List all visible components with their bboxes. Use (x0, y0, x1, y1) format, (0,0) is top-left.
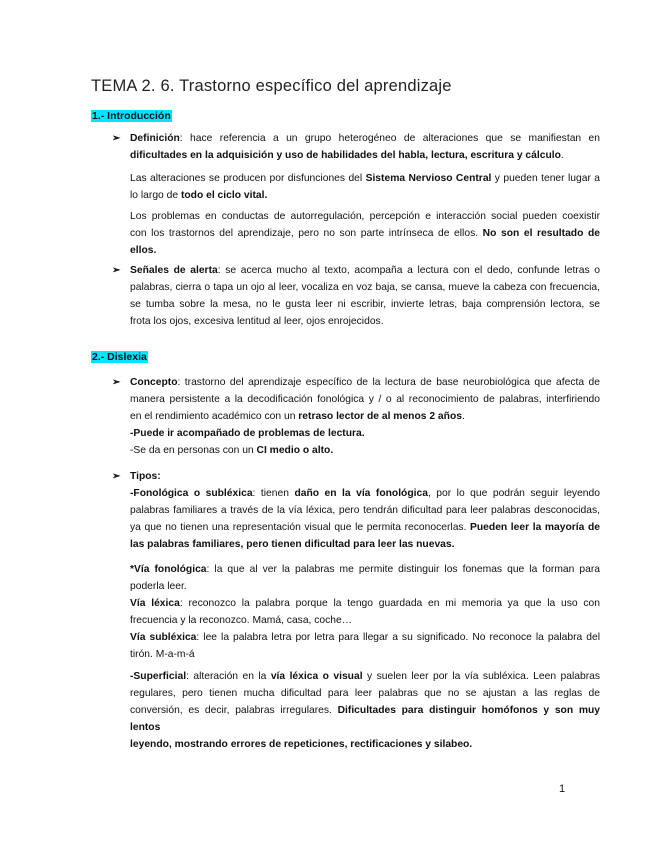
page-title: TEMA 2. 6. Trastorno específico del aprendizaje (91, 77, 452, 95)
bullet-arrow-icon: ➢ (112, 265, 121, 276)
vias-paragraph: *Vía fonológica: la que al ver la palabras me permite distinguir los fonemas que la forman para poderla leer. Vía léxica: reconozco la palabra porque la tengo guardada en mi memoria ya que la uso con frecuencia y la reconozco. Mamá, casa, coche… Vía subléxica: lee la palabra letra por letra para llegar a su significado. No reconoce la palabra del tirón. M-a-m-á (130, 564, 600, 660)
concepto-paragraph: Concepto: trastorno del aprendizaje específico de la lectura de base neurobiológica que afecta de manera persistente a la decodificación fonológica y / o al reconocimiento de palabras, interfiriendo en el rendimiento académico con un retraso lector de al menos 2 años. -Puede ir acompañado de problemas de lectura. -Se da en personas con un CI medio o alto. (130, 377, 600, 456)
bullet-arrow-icon: ➢ (112, 377, 121, 388)
section-2-heading (91, 351, 148, 363)
page-number: 1 (559, 783, 566, 795)
bullet-arrow-icon: ➢ (112, 471, 121, 482)
tipos-paragraph: Tipos: -Fonológica o subléxica: tienen daño en la vía fonológica, por lo que podrán seguir leyendo palabras familiares a través de la vía léxica, pero tendrán dificultad para leer palabras desconocidas, ya que no tienen una representación visual que le permita reconocerlas. Pueden leer la mayoría de las palabras familiares, pero tienen dificultad para leer las nuevas. (130, 471, 600, 550)
section-2-heading-text: 2.- Dislexia (92, 351, 147, 363)
superficial-paragraph: -Superficial: alteración en la vía léxica o visual y suelen leer por la vía subléxica. Leen palabras regulares, pero tienen mucha dificultad para leer palabras que no se ajustan a las reglas de conversión, es decir, palabras irregulares. Dificultades para distinguir homófonos y son muy lentos leyendo, mostrando errores de repeticiones, rectificaciones y silabeo. (130, 671, 600, 750)
section-1-heading-text: 1.- Introducción (92, 110, 171, 122)
section-1-heading (91, 110, 172, 122)
definicion-paragraph: Definición: hace referencia a un grupo heterogéneo de alteraciones que se manifiestan en dificultades en la adquisición y uso de habilidades del habla, lectura, escritura y cálculo. (130, 133, 600, 161)
senales-paragraph: Señales de alerta: se acerca mucho al texto, acompaña a lectura con el dedo, confunde letras o palabras, cierra o tapa un ojo al leer, vocaliza en voz baja, se cansa, mueve la cabeza con frecuencia, se tumba sobre la mesa, no le gusta leer ni escribir, invierte letras, baja comprensión lectora, se frota los ojos, excesiva lentitud al leer, ojos enrojecidos. (130, 265, 600, 327)
conductas-paragraph: Los problemas en conductas de autorregulación, percepción e interacción social pueden coexistir con los trastornos del aprendizaje, pero no son parte intrínseca de ellos. No son el resultado de ellos. (130, 211, 600, 256)
sistema-nervioso-paragraph: Las alteraciones se producen por disfunciones del Sistema Nervioso Central y pueden tener lugar a lo largo de todo el ciclo vital. (130, 173, 600, 201)
bullet-arrow-icon: ➢ (112, 133, 121, 144)
